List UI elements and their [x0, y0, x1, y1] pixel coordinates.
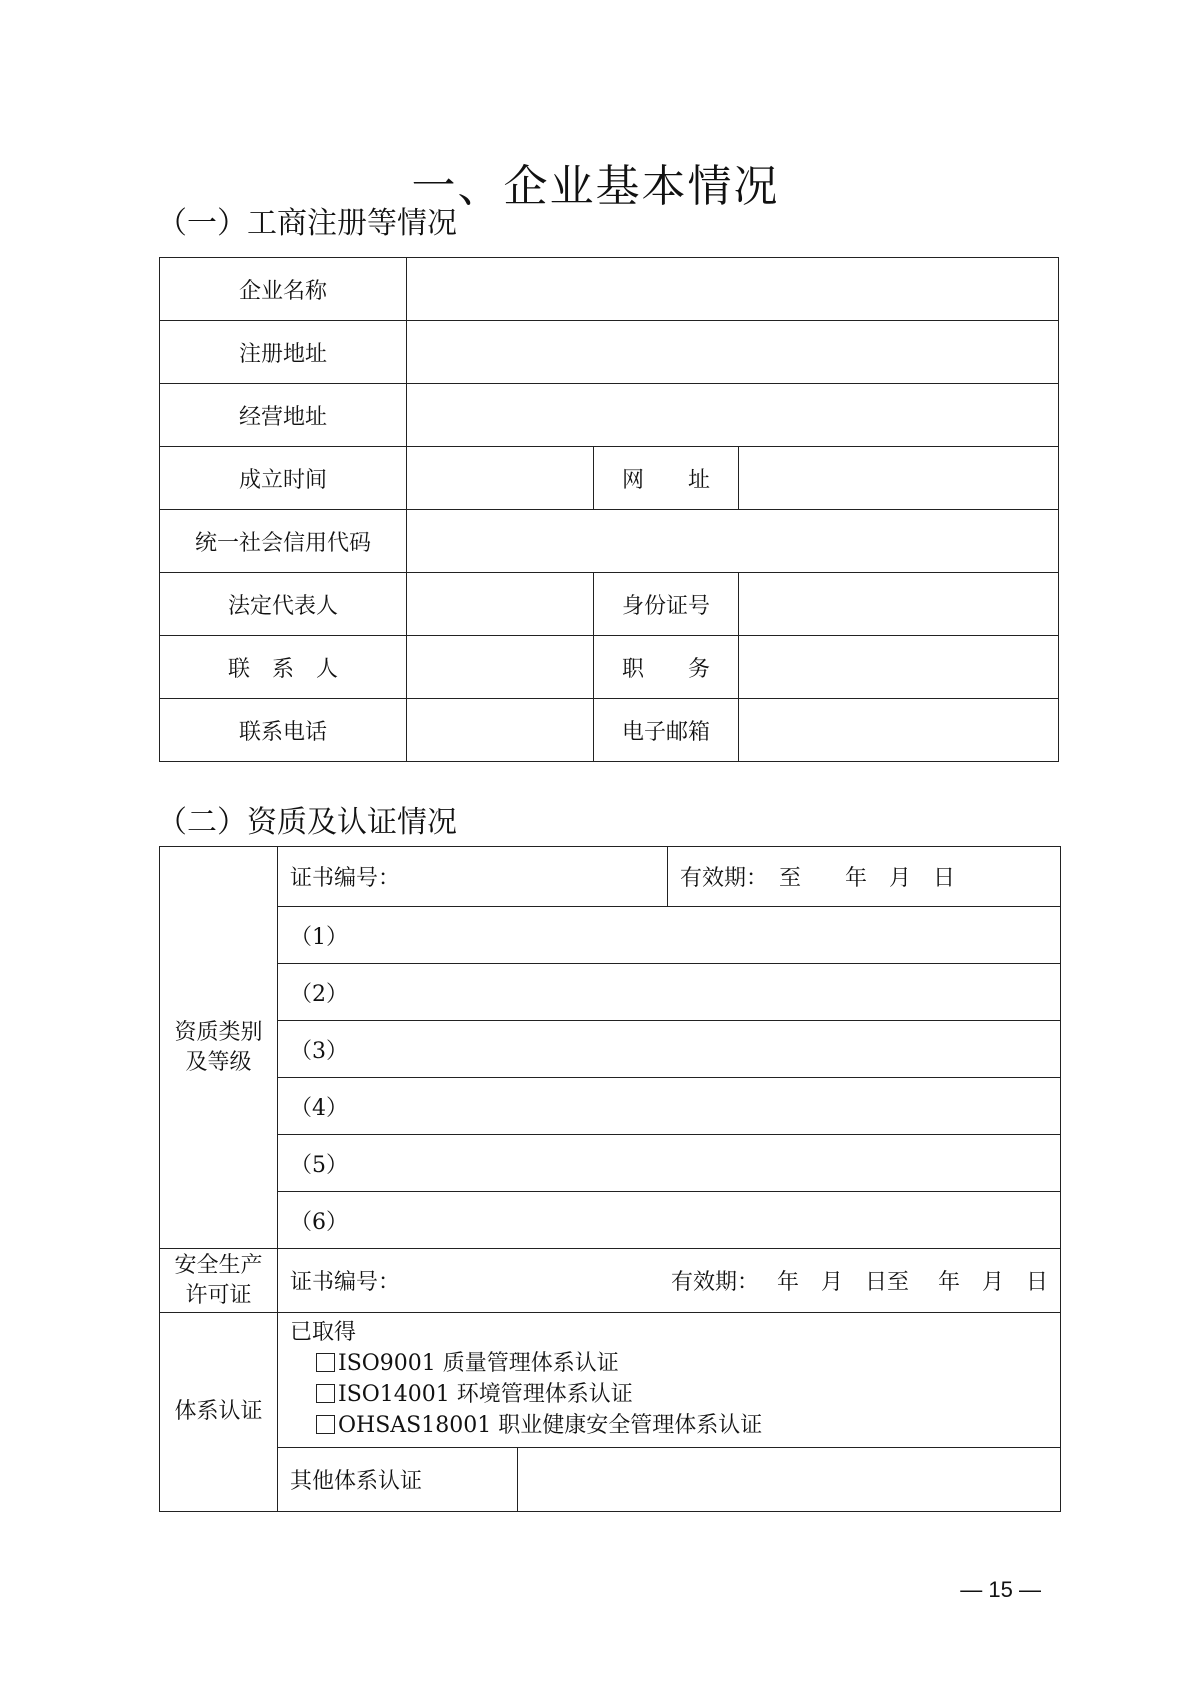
table-row	[160, 573, 1059, 636]
table-row	[160, 1249, 1061, 1313]
checkbox-icon[interactable]	[316, 1353, 335, 1372]
system-cert-options	[278, 1313, 1061, 1448]
other-cert-label: 其他体系认证	[278, 1448, 518, 1512]
table-row	[160, 1313, 1061, 1448]
table-row	[160, 447, 1059, 510]
checkbox-icon[interactable]	[316, 1415, 335, 1434]
position-label: 职 务	[594, 636, 739, 699]
cert-option-ohsas18001[interactable]: OHSAS18001 职业健康安全管理体系认证	[290, 1410, 1060, 1441]
table-row	[160, 258, 1059, 321]
contact-person-label: 联 系 人	[160, 636, 407, 699]
page-title: 一、企业基本情况	[411, 161, 780, 212]
table-row	[160, 636, 1059, 699]
qualification-item-5[interactable]: （5）	[278, 1135, 1061, 1192]
cert-option-iso14001[interactable]: ISO14001 环境管理体系认证	[290, 1379, 1060, 1410]
table-row	[160, 847, 1061, 907]
registered-address-label: 注册地址	[160, 321, 407, 384]
email-field[interactable]	[739, 699, 1059, 762]
table-row	[160, 1078, 1061, 1135]
qualification-category-label: 资质类别 及等级	[160, 847, 278, 1249]
qualifications-table	[159, 846, 1061, 1512]
safety-permit-validity-label: 有效期： 年 月 日至 年 月 日	[671, 1270, 1048, 1295]
contact-person-field[interactable]	[407, 636, 594, 699]
table-row	[160, 384, 1059, 447]
section-heading-business-registration: （一）工商注册等情况	[157, 206, 457, 241]
qualification-cert-number-label[interactable]: 证书编号：	[278, 847, 668, 907]
safety-permit-cert-number-label: 证书编号：	[290, 1270, 401, 1295]
safety-permit-label: 安全生产 许可证	[160, 1249, 278, 1313]
website-field[interactable]	[739, 447, 1059, 510]
credit-code-field[interactable]	[407, 510, 1059, 573]
obtained-label: 已取得	[290, 1320, 357, 1345]
position-field[interactable]	[739, 636, 1059, 699]
business-registration-table	[159, 257, 1059, 762]
cert-option-iso9001[interactable]: ISO9001 质量管理体系认证	[290, 1348, 1060, 1379]
table-row	[160, 1448, 1061, 1512]
id-number-field[interactable]	[739, 573, 1059, 636]
qualification-item-2[interactable]: （2）	[278, 964, 1061, 1021]
company-name-label: 企业名称	[160, 258, 407, 321]
website-label: 网 址	[594, 447, 739, 510]
table-row	[160, 510, 1059, 573]
table-row	[160, 699, 1059, 762]
phone-field[interactable]	[407, 699, 594, 762]
qualification-item-3[interactable]: （3）	[278, 1021, 1061, 1078]
section-heading-qualifications: （二）资质及认证情况	[157, 805, 457, 840]
business-address-label: 经营地址	[160, 384, 407, 447]
system-cert-label: 体系认证	[160, 1313, 278, 1512]
table-row	[160, 964, 1061, 1021]
established-date-label: 成立时间	[160, 447, 407, 510]
table-row	[160, 321, 1059, 384]
qualification-item-1[interactable]: （1）	[278, 907, 1061, 964]
phone-label: 联系电话	[160, 699, 407, 762]
established-date-field[interactable]	[407, 447, 594, 510]
table-row	[160, 1192, 1061, 1249]
business-address-field[interactable]	[407, 384, 1059, 447]
other-cert-field[interactable]	[518, 1448, 1061, 1512]
safety-permit-field[interactable]	[278, 1249, 1061, 1313]
checkbox-icon[interactable]	[316, 1384, 335, 1403]
page-number: — 15 —	[960, 1577, 1041, 1602]
table-row	[160, 1135, 1061, 1192]
table-row	[160, 1021, 1061, 1078]
email-label: 电子邮箱	[594, 699, 739, 762]
id-number-label: 身份证号	[594, 573, 739, 636]
table-row	[160, 907, 1061, 964]
legal-representative-field[interactable]	[407, 573, 594, 636]
registered-address-field[interactable]	[407, 321, 1059, 384]
qualification-item-4[interactable]: （4）	[278, 1078, 1061, 1135]
qualification-item-6[interactable]: （6）	[278, 1192, 1061, 1249]
legal-representative-label: 法定代表人	[160, 573, 407, 636]
company-name-field[interactable]	[407, 258, 1059, 321]
qualification-validity-label[interactable]: 有效期： 至 年 月 日	[668, 847, 1061, 907]
credit-code-label: 统一社会信用代码	[160, 510, 407, 573]
